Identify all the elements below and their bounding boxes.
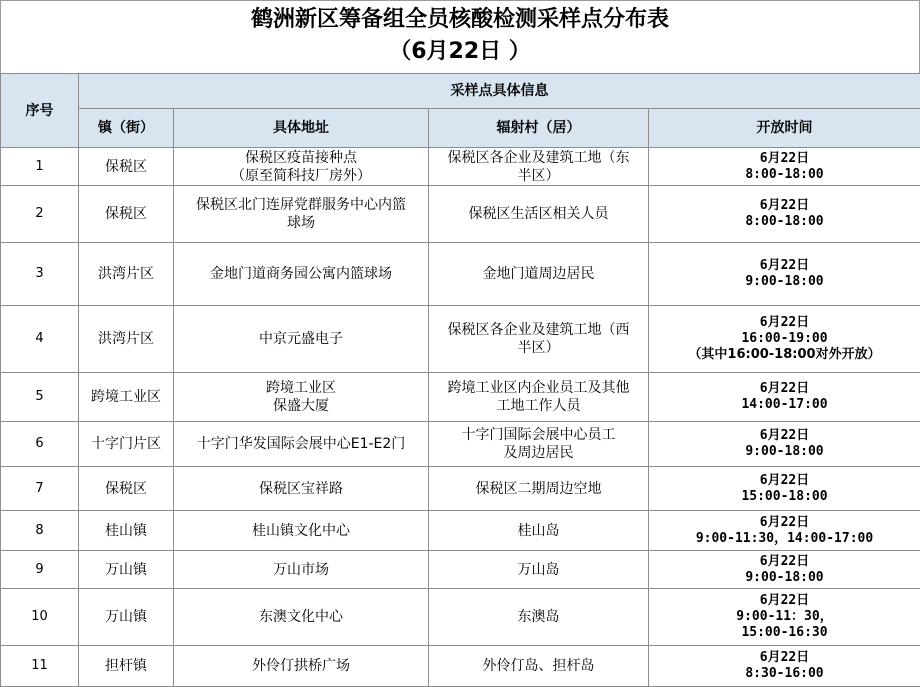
cell-index: 11 (1, 646, 79, 687)
table-row (1, 422, 920, 467)
table-row (1, 551, 920, 589)
header-address: 具体地址 (174, 109, 429, 148)
cell-time (649, 148, 920, 186)
cell-address-line: 跨境工业区 (266, 380, 336, 396)
sampling-sites-table (0, 73, 920, 687)
cell-area-line: 十字门国际会展中心员工 (461, 427, 616, 443)
cell-address-line: 保税区北门连屏党群服务中心内篮 (196, 197, 406, 213)
cell-time-line: 14:00-17:00 (741, 397, 828, 412)
cell-time-line: 15:00-18:00 (741, 488, 828, 504)
cell-time-line: 6月22日 (759, 428, 810, 443)
table-row (1, 186, 920, 243)
cell-area (429, 589, 649, 646)
cell-time-line: 6月22日 (759, 593, 810, 608)
header-group: 采样点具体信息 (79, 74, 920, 109)
cell-area (429, 467, 649, 511)
cell-time (649, 186, 920, 243)
cell-address-line: 桂山镇文化中心 (252, 522, 350, 539)
cell-area-line: 保税区二期周边空地 (475, 480, 602, 497)
cell-time-line: 6月22日 (759, 553, 810, 569)
cell-area-line: 万山岛 (517, 561, 560, 578)
cell-time-line: 6月22日 (759, 315, 810, 330)
cell-town: 洪湾片区 (79, 306, 174, 373)
cell-time (649, 467, 920, 511)
cell-address (174, 511, 429, 551)
header-town: 镇（街） (79, 109, 174, 148)
cell-town: 桂山镇 (79, 511, 174, 551)
cell-time (649, 243, 920, 306)
cell-address-line: 中京元盛电子 (259, 331, 343, 347)
cell-time-line: 6月22日 (759, 198, 810, 213)
cell-time-line: 6月22日 (759, 258, 810, 273)
cell-area (429, 306, 649, 373)
cell-address-line: 球场 (287, 215, 315, 231)
cell-index: 3 (1, 243, 79, 306)
cell-town: 万山镇 (79, 551, 174, 589)
cell-address-line: 保税区宝祥路 (259, 480, 343, 497)
title-area (0, 0, 920, 73)
cell-index: 6 (1, 422, 79, 467)
table-row (1, 467, 920, 511)
title-line-1: 鹤洲新区筹备组全员核酸检测采样点分布表 (250, 7, 669, 32)
cell-time-line: 9:00-18:00 (745, 569, 824, 585)
cell-area (429, 511, 649, 551)
table-row (1, 589, 920, 646)
cell-address (174, 243, 429, 306)
title-line-2: （6月22日 ） (389, 39, 531, 64)
cell-index: 4 (1, 306, 79, 373)
cell-address-line: 外伶仃拱桥广场 (252, 658, 350, 674)
cell-time (649, 306, 920, 373)
cell-address-line: 万山市场 (273, 561, 329, 578)
cell-area-line: 工地工作人员 (496, 398, 581, 414)
cell-area-line: 外伶仃岛、担杆岛 (482, 658, 595, 674)
cell-area-line: 保税区各企业及建筑工地（西 (447, 322, 630, 338)
cell-time (649, 551, 920, 589)
cell-address-line: 保税区疫苗接种点 (245, 149, 357, 166)
cell-area-line: 金地门道周边居民 (482, 266, 595, 282)
cell-time-line: 6月22日 (759, 472, 810, 488)
cell-address-line: 十字门华发国际会展中心E1-E2门 (196, 436, 406, 452)
cell-area-line: 保税区生活区相关人员 (468, 206, 609, 222)
cell-time-line: 8:00-18:00 (745, 214, 824, 229)
cell-town: 保税区 (79, 148, 174, 186)
cell-time-line: 9:00-18:00 (745, 274, 824, 289)
cell-area-line: 及周边居民 (503, 445, 574, 461)
cell-index: 1 (1, 148, 79, 186)
cell-town: 跨境工业区 (79, 373, 174, 422)
table-row (1, 646, 920, 687)
cell-address (174, 467, 429, 511)
table-row (1, 243, 920, 306)
header-time: 开放时间 (649, 109, 920, 148)
cell-time-line: 9:00-11:30，14:00-17:00 (695, 530, 874, 546)
cell-time-line: 6月22日 (759, 381, 810, 396)
cell-address (174, 306, 429, 373)
cell-address-line: 保盛大厦 (273, 398, 329, 414)
cell-index: 8 (1, 511, 79, 551)
cell-town: 保税区 (79, 467, 174, 511)
cell-address (174, 646, 429, 687)
cell-address (174, 148, 429, 186)
cell-time (649, 589, 920, 646)
cell-address-line: 东澳文化中心 (259, 609, 343, 625)
table-row (1, 148, 920, 186)
cell-index: 10 (1, 589, 79, 646)
cell-time (649, 373, 920, 422)
cell-index: 2 (1, 186, 79, 243)
cell-time-line: 9:00-11：30， (736, 609, 833, 624)
cell-area (429, 551, 649, 589)
cell-area-line: 保税区各企业及建筑工地（东 (447, 149, 630, 166)
cell-time (649, 511, 920, 551)
cell-address-line: （原至简科技厂房外） (231, 167, 371, 184)
cell-time-line: （其中16:00-18:00对外开放） (688, 347, 881, 362)
cell-area-line: 跨境工业区内企业员工及其他 (447, 380, 630, 396)
cell-address (174, 589, 429, 646)
cell-time-line: 9:00-18:00 (745, 444, 824, 459)
table-row (1, 306, 920, 373)
table-row (1, 511, 920, 551)
cell-address (174, 186, 429, 243)
cell-time (649, 646, 920, 687)
cell-time-line: 16:00-19:00 (741, 331, 828, 346)
cell-area (429, 186, 649, 243)
cell-town: 十字门片区 (79, 422, 174, 467)
header-index: 序号 (1, 74, 79, 148)
cell-town: 保税区 (79, 186, 174, 243)
cell-area-line: 桂山岛 (517, 522, 560, 539)
cell-area (429, 148, 649, 186)
cell-time-line: 6月22日 (759, 650, 810, 665)
cell-address (174, 551, 429, 589)
cell-index: 5 (1, 373, 79, 422)
cell-area-line: 东澳岛 (517, 609, 560, 625)
cell-area-line: 半区） (517, 340, 560, 356)
cell-town: 担杆镇 (79, 646, 174, 687)
cell-time (649, 422, 920, 467)
cell-time-line: 8:30-16:00 (745, 666, 824, 681)
cell-time-line: 8:00-18:00 (745, 166, 824, 182)
cell-address-line: 金地门道商务园公寓内篮球场 (210, 266, 392, 282)
cell-area (429, 646, 649, 687)
table-row (1, 373, 920, 422)
cell-town: 洪湾片区 (79, 243, 174, 306)
header-area: 辐射村（居） (429, 109, 649, 148)
cell-town: 万山镇 (79, 589, 174, 646)
cell-area (429, 373, 649, 422)
cell-address (174, 373, 429, 422)
cell-index: 7 (1, 467, 79, 511)
cell-area (429, 243, 649, 306)
cell-index: 9 (1, 551, 79, 589)
cell-area-line: 半区） (517, 167, 560, 184)
cell-address (174, 422, 429, 467)
cell-time-line: 6月22日 (759, 514, 810, 530)
cell-time-line: 15:00-16:30 (741, 625, 828, 640)
cell-area (429, 422, 649, 467)
cell-time-line: 6月22日 (759, 150, 810, 166)
